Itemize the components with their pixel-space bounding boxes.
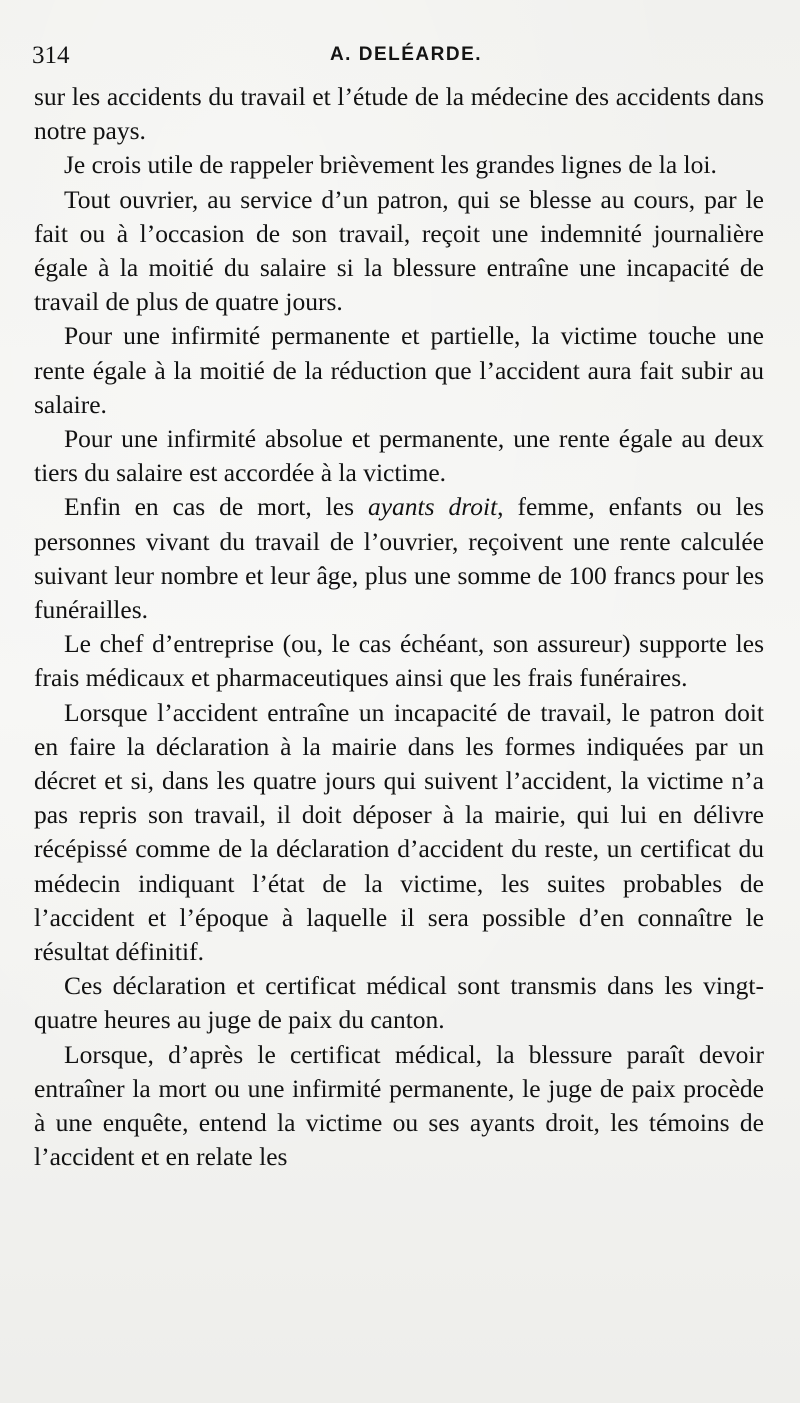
- page-number: 314: [32, 42, 70, 69]
- paragraph-7: Le chef d’entreprise (ou, le cas échéant, son assureur) supporte les frais médicaux et pharmaceutiques ainsi que les frais funéraires.: [34, 629, 764, 693]
- paragraph-2: Je crois utile de rappeler brièvement les grandes lignes de la loi.: [64, 150, 717, 180]
- paragraph-3: Tout ouvrier, au service d’un patron, qui se blesse au cours, par le fait ou à l’occasion de son travail, reçoit une indemnité journalière égale à la moitié du salaire si la blessure entraîne une incapacité de travail de plus de quatre jours.: [34, 184, 764, 317]
- ayants-droit-italic: ayants droit: [367, 492, 498, 522]
- paragraph-10: Lorsque, d’après le certificat médical, la blessure paraît devoir entraîner la mort ou une infirmité permanente, le juge de paix procède à une enquête, entend la victime ou ses ayants droit, les témoins de l’accident et en relate les: [34, 1039, 764, 1172]
- paragraph-8: Lorsque l’accident entraîne un incapacité de travail, le patron doit en faire la déclaration à la mairie dans les formes indiquées par un décret et si, dans les quatre jours qui suivent l’accident, la victime n’a pas repris son travail, il doit déposer à la mairie, qui lui en délivre récépissé comme de la déclaration d’accident du reste, un certificat du médecin indiquant l’état de la victime, les suites probables de l’accident et l’époque à laquelle il sera possible d’en connaître le résultat définitif.: [34, 697, 764, 967]
- paragraph-9: Ces déclaration et certificat médical sont transmis dans les vingt-quatre heures au juge de paix du canton.: [34, 971, 764, 1035]
- running-head: A. DELÉARDE.: [329, 44, 483, 65]
- paragraph-6-lead: Enfin en cas de mort, les: [64, 492, 368, 522]
- paragraph-1: sur les accidents du travail et l’étude de la médecine des accidents dans notre pays.: [34, 82, 764, 146]
- body-text: [34, 80, 764, 1175]
- paragraph-4: Pour une infirmité permanente et partielle, la victime touche une rente égale à la moitié de la réduction que l’accident aura fait subir au salaire.: [34, 321, 764, 419]
- page-header: [32, 38, 760, 74]
- paragraph-6-rest: , femme, enfants ou les personnes vivant du travail de l’ouvrier, reçoivent une rente calculée suivant leur nombre et leur âge, plus une somme de 100 francs pour les funérailles.: [34, 492, 764, 625]
- paragraph-6: [34, 490, 764, 627]
- paragraph-5: Pour une infirmité absolue et permanente, une rente égale au deux tiers du salaire est accordée à la victime.: [34, 424, 764, 488]
